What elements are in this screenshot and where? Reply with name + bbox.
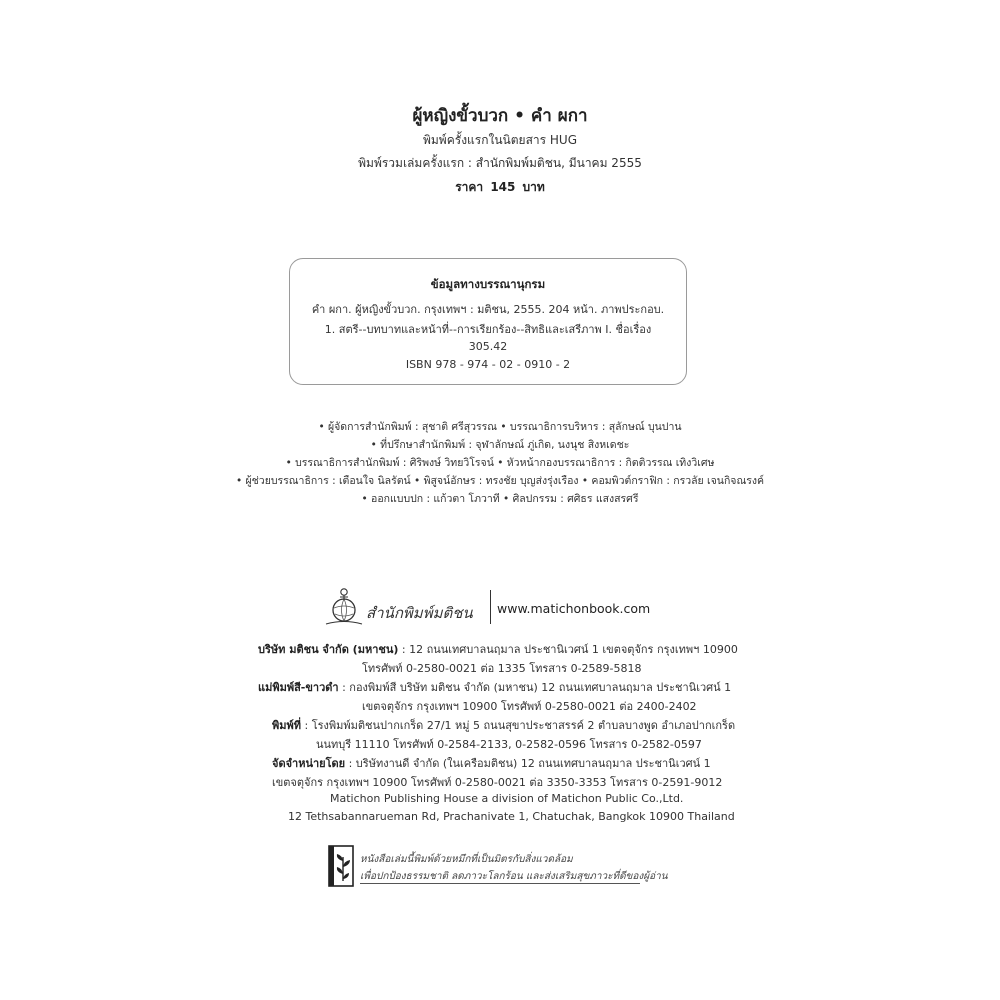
printer-phone: นนทบุรี 11110 โทรศัพท์ 0-2584-2133, 0-2582-0596 โทรสาร 0-2582-0597 [316, 738, 702, 751]
company-line [258, 640, 738, 658]
eco-leaf-icon [328, 845, 354, 887]
separation-line [258, 678, 731, 696]
credit-line: • ที่ปรึกษาสำนักพิมพ์ : จุฬาลักษณ์ ภู่เกิด, นงนุช สิงหเดชะ [370, 439, 630, 451]
eco-notice-line: หนังสือเล่มนี้พิมพ์ด้วยหมึกที่เป็นมิตรกับสิ่งแวดล้อม [360, 854, 573, 865]
company-address: : 12 ถนนเทศบาลนฤมาล ประชานิเวศน์ 1 เขตจตุจักร กรุงเทพฯ 10900 [398, 643, 738, 656]
price: ราคา 145 บาท [455, 180, 545, 194]
distributor-address: : บริษัทงานดี จำกัด (ในเครือมติชน) 12 ถนนเทศบาลนฤมาล ประชานิเวศน์ 1 [345, 757, 711, 770]
company-phone: โทรศัพท์ 0-2580-0021 ต่อ 1335 โทรสาร 0-2589-5818 [362, 662, 642, 675]
eco-underline [360, 883, 640, 884]
printer-address: : โรงพิมพ์มติชนปากเกร็ด 27/1 หมู่ 5 ถนนสุขาประชาสรรค์ 2 ตำบลบางพูด อำเภอปากเกร็ด [301, 719, 736, 732]
cataloging-heading: ข้อมูลทางบรรณานุกรม [430, 277, 546, 291]
credit-line: • ออกแบบปก : แก้วตา โภวาที • ศิลปกรรม : ศศิธร แสงสรศรี [361, 493, 639, 505]
distributor-label: จัดจำหน่ายโดย [272, 757, 346, 770]
cataloging-line: คำ ผกา. ผู้หญิงขั้วบวก. กรุงเทพฯ : มติชน, 2555. 204 หน้า. ภาพประกอบ. [311, 303, 665, 316]
separation-address: : กองพิมพ์สี บริษัท มติชน จำกัด (มหาชน) 12 ถนนเทศบาลนฤมาล ประชานิเวศน์ 1 [338, 681, 732, 694]
credit-line: • บรรณาธิการสำนักพิมพ์ : ศิริพงษ์ วิทยวิโรจน์ • หัวหน้ากองบรรณาธิการ : กิตติวรรณ เทิงวิเศษ [285, 457, 715, 469]
collected-print-note: พิมพ์รวมเล่มครั้งแรก : สำนักพิมพ์มติชน, มีนาคม 2555 [358, 156, 642, 170]
company-label: บริษัท มติชน จำกัด (มหาชน) [258, 643, 399, 656]
svg-text:สำนักพิมพ์มติชน: สำนักพิมพ์มติชน [366, 604, 473, 622]
distributor-line [272, 754, 711, 772]
publisher-logo [322, 586, 490, 630]
english-publisher-name: Matichon Publishing House a division of Matichon Public Co.,Ltd. [330, 792, 684, 805]
separation-label: แม่พิมพ์สี-ขาวดำ [258, 681, 339, 694]
book-title: ผู้หญิงขั้วบวก • คำ ผกา [412, 106, 588, 126]
english-publisher-address: 12 Tethsabannarueman Rd, Prachanivate 1, Chatuchak, Bangkok 10900 Thailand [288, 810, 735, 823]
eco-notice-line: เพื่อปกป้องธรรมชาติ ลดภาวะโลกร้อน และส่งเสริมสุขภาวะที่ดีของผู้อ่าน [360, 871, 668, 882]
publisher-website[interactable]: www.matichonbook.com [497, 601, 651, 616]
distributor-phone: เขตจตุจักร กรุงเทพฯ 10900 โทรศัพท์ 0-2580-0021 ต่อ 3350-3353 โทรสาร 0-2591-9012 [272, 776, 723, 789]
cataloging-line: 1. สตรี--บทบาทและหน้าที่--การเรียกร้อง--สิทธิและเสรีภาพ I. ชื่อเรื่อง [324, 323, 652, 336]
printer-line [272, 716, 735, 734]
printer-label: พิมพ์ที่ [272, 719, 302, 732]
logo-divider [490, 590, 491, 624]
classification-number: 305.42 [468, 340, 508, 353]
cataloging-box [289, 258, 687, 385]
isbn: ISBN 978 - 974 - 02 - 0910 - 2 [405, 358, 571, 371]
first-print-note: พิมพ์ครั้งแรกในนิตยสาร HUG [422, 133, 578, 147]
credit-line: • ผู้ช่วยบรรณาธิการ : เตือนใจ นิลรัตน์ • พิสูจน์อักษร : ทรงชัย บุญส่งรุ่งเรือง • คอมพิวต์กราฟิก : กรวลัย เจนกิจณรงค์ [236, 475, 764, 487]
separation-phone: เขตจตุจักร กรุงเทพฯ 10900 โทรศัพท์ 0-2580-0021 ต่อ 2400-2402 [362, 700, 697, 713]
credit-line: • ผู้จัดการสำนักพิมพ์ : สุชาติ ศรีสุวรรณ • บรรณาธิการบริหาร : สุลักษณ์ บุนปาน [318, 421, 682, 433]
